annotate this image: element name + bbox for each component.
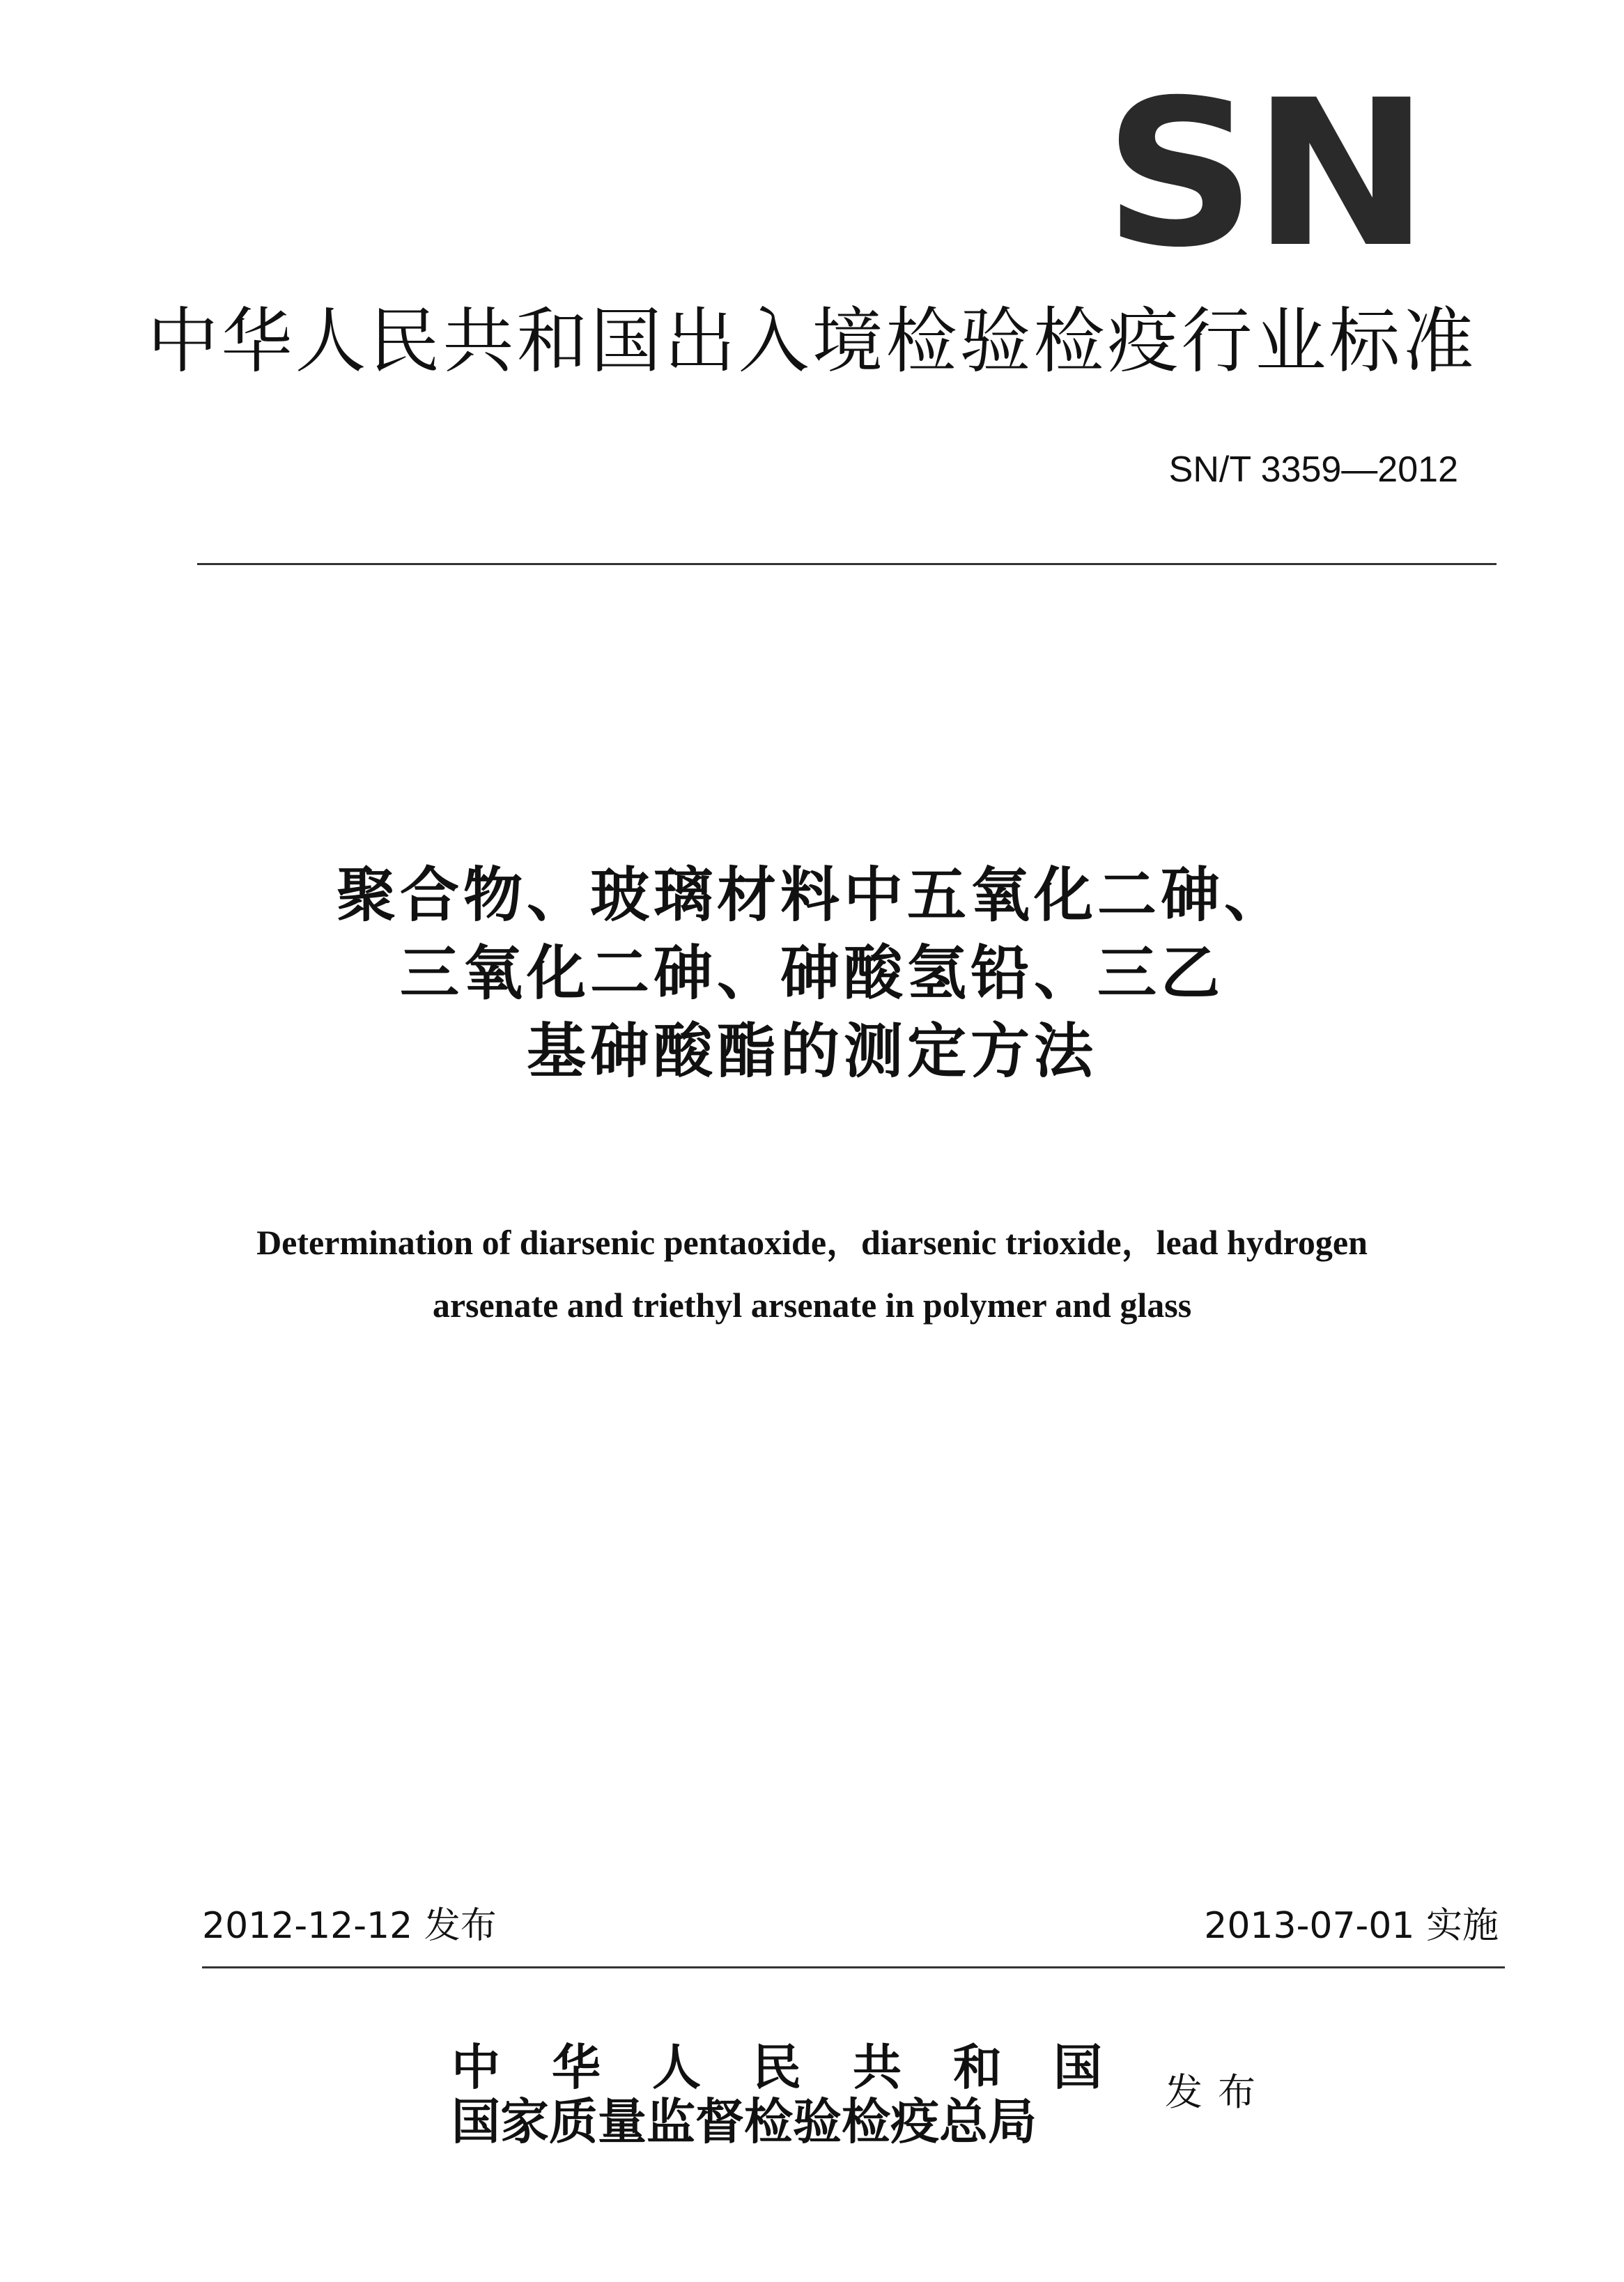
issue-date: 2012-12-12 发布: [202, 1905, 497, 1947]
sn-logo: [1101, 85, 1428, 247]
issuer-line-1: 中华人民共和国: [451, 2038, 1154, 2096]
issuer-suffix: 发布: [1165, 2070, 1271, 2114]
chinese-title: [0, 857, 1624, 1091]
issuer-line-2: 国家质量监督检验检疫总局: [451, 2092, 1037, 2150]
english-title-line-1: Determination of diarsenic pentaoxide，diarsenic trioxide，lead hydrogen: [256, 1223, 1368, 1262]
chinese-title-line-1: 聚合物、玻璃材料中五氧化二砷、: [336, 861, 1287, 930]
issuer-block: [451, 2040, 1154, 2149]
english-title: [0, 1211, 1624, 1336]
implementation-date: 2013-07-01 实施: [1204, 1905, 1499, 1947]
top-divider: [197, 563, 1497, 565]
standard-category-title: 中华人民共和国出入境检验检疫行业标准: [147, 300, 1477, 383]
english-title-line-2: arsenate and triethyl arsenate in polymer and glass: [432, 1286, 1192, 1325]
sn-logo-text: SN: [1104, 85, 1425, 247]
chinese-title-line-3: 基砷酸酯的测定方法: [526, 1017, 1097, 1086]
bottom-divider: [202, 1966, 1505, 1968]
sn-logo-graphic: [1101, 85, 1428, 247]
chinese-title-line-2: 三氧化二砷、砷酸氢铅、三乙: [399, 939, 1224, 1008]
standard-number: SN/T 3359—2012: [1168, 449, 1458, 490]
